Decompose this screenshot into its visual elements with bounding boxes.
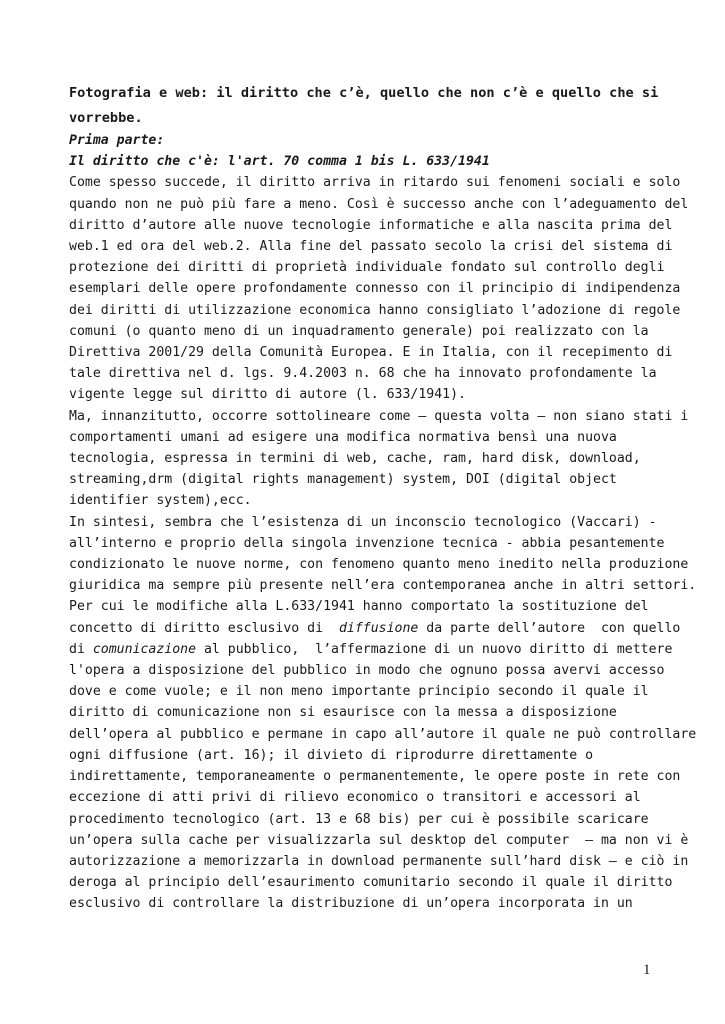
body-line: Ma, innanzitutto, occorre sottolineare come – questa volta – non siano stati i	[69, 408, 689, 424]
title-line-2: vorrebbe.	[69, 110, 143, 126]
text-segment: al pubblico, l’affermazione di un nuovo diritto di mettere	[196, 641, 673, 657]
body-line: Per cui le modifiche alla L.633/1941 hanno comportato la sostituzione del	[69, 599, 649, 615]
page-number: 1	[643, 962, 651, 978]
body-line: procedimento tecnologico (art. 13 e 68 bis) per cui è possibile scaricare	[69, 811, 649, 827]
body-line: esclusivo di controllare la distribuzione di un’opera incorporata in un	[69, 896, 633, 912]
body-line: all’interno e proprio della singola invenzione tecnica - abbia pesantemente	[69, 535, 665, 551]
body-line: deroga al principio dell’esaurimento comunitario secondo il quale il diritto	[69, 875, 673, 891]
body-paragraphs-2	[69, 660, 697, 914]
body-line: protezione dei diritti di proprietà individuale fondato sul controllo degli	[69, 260, 665, 276]
body-line: web.1 ed ora del web.2. Alla fine del passato secolo la crisi del sistema di	[69, 239, 673, 255]
body-line: tale direttiva nel d. lgs. 9.4.2003 n. 68 che ha innovato profondamente la	[69, 366, 657, 382]
subtitle-part: Prima parte:	[69, 133, 165, 148]
body-line: tecnologia, espressa in termini di web, cache, ram, hard disk, download,	[69, 451, 641, 467]
body-line: esemplari delle opere profondamente connesso con il principio di indipendenza	[69, 281, 681, 297]
body-line: streaming,drm (digital rights management) system, DOI (digital object	[69, 472, 617, 488]
body-line-comunicazione	[69, 639, 673, 660]
body-line: giuridica ma sempre più presente nell’era contemporanea anche in altri settori.	[69, 578, 697, 594]
body-line: autorizzazione a memorizzarla in download permanente sull’hard disk – e ciò in	[69, 853, 689, 869]
body-line-diffusione	[69, 618, 681, 639]
body-line: identifier system),ecc.	[69, 493, 252, 509]
text-segment: di	[69, 641, 93, 657]
body-line: ogni diffusione (art. 16); il divieto di riprodurre direttamente o	[69, 747, 594, 763]
body-line: un’opera sulla cache per visualizzarla sul desktop del computer – ma non vi è	[69, 832, 689, 848]
body-line: vigente legge sul diritto di autore (l. 633/1941).	[69, 387, 466, 403]
body-line: dove e come vuole; e il non meno importante principio secondo il quale il	[69, 684, 649, 700]
body-line: comuni (o quanto meno di un inquadramento generale) poi realizzato con la	[69, 323, 649, 339]
italic-term-diffusione: diffusione	[338, 620, 419, 636]
body-line: dell’opera al pubblico e permane in capo all’autore il quale ne può controllare	[69, 726, 697, 742]
subtitle-article: Il diritto che c'è: l'art. 70 comma 1 bis L. 633/1941	[69, 154, 490, 170]
body-line: condizionato le nuove norme, con fenomeno quanto meno inedito nella produzione	[69, 557, 689, 573]
document-body	[69, 80, 697, 915]
body-line: diritto d’autore alle nuove tecnologie informatiche e alla nascita prima del	[69, 217, 673, 233]
body-paragraphs-1	[69, 172, 697, 617]
body-line: diritto di comunicazione non si esaurisce con la messa a disposizione	[69, 705, 617, 721]
body-line: In sintesi, sembra che l’esistenza di un inconscio tecnologico (Vaccari) -	[69, 514, 657, 530]
body-line: eccezione di atti privi di rilievo economico o transitori e accessori al	[69, 790, 641, 806]
body-line: Come spesso succede, il diritto arriva in ritardo sui fenomeni sociali e solo	[69, 175, 681, 191]
title-line-1: Fotografia e web: il diritto che c’è, quello che non c’è e quello che si	[69, 85, 659, 101]
italic-term-comunicazione: comunicazione	[92, 641, 197, 657]
body-line: l'opera a disposizione del pubblico in modo che ognuno possa avervi accesso	[69, 663, 665, 679]
body-line: dei diritti di utilizzazione economica hanno consigliato l’adozione di regole	[69, 302, 681, 318]
body-line: Direttiva 2001/29 della Comunità Europea. E in Italia, con il recepimento di	[69, 345, 673, 361]
body-line: quando non ne può più fare a meno. Così è successo anche con l’adeguamento del	[69, 196, 689, 212]
text-segment: concetto di diritto esclusivo di	[69, 620, 339, 636]
body-line: comportamenti umani ad esigere una modifica normativa bensì una nuova	[69, 429, 617, 445]
body-line: indirettamente, temporaneamente o permanentemente, le opere poste in rete con	[69, 769, 681, 785]
text-segment: da parte dell’autore con quello	[418, 620, 681, 636]
